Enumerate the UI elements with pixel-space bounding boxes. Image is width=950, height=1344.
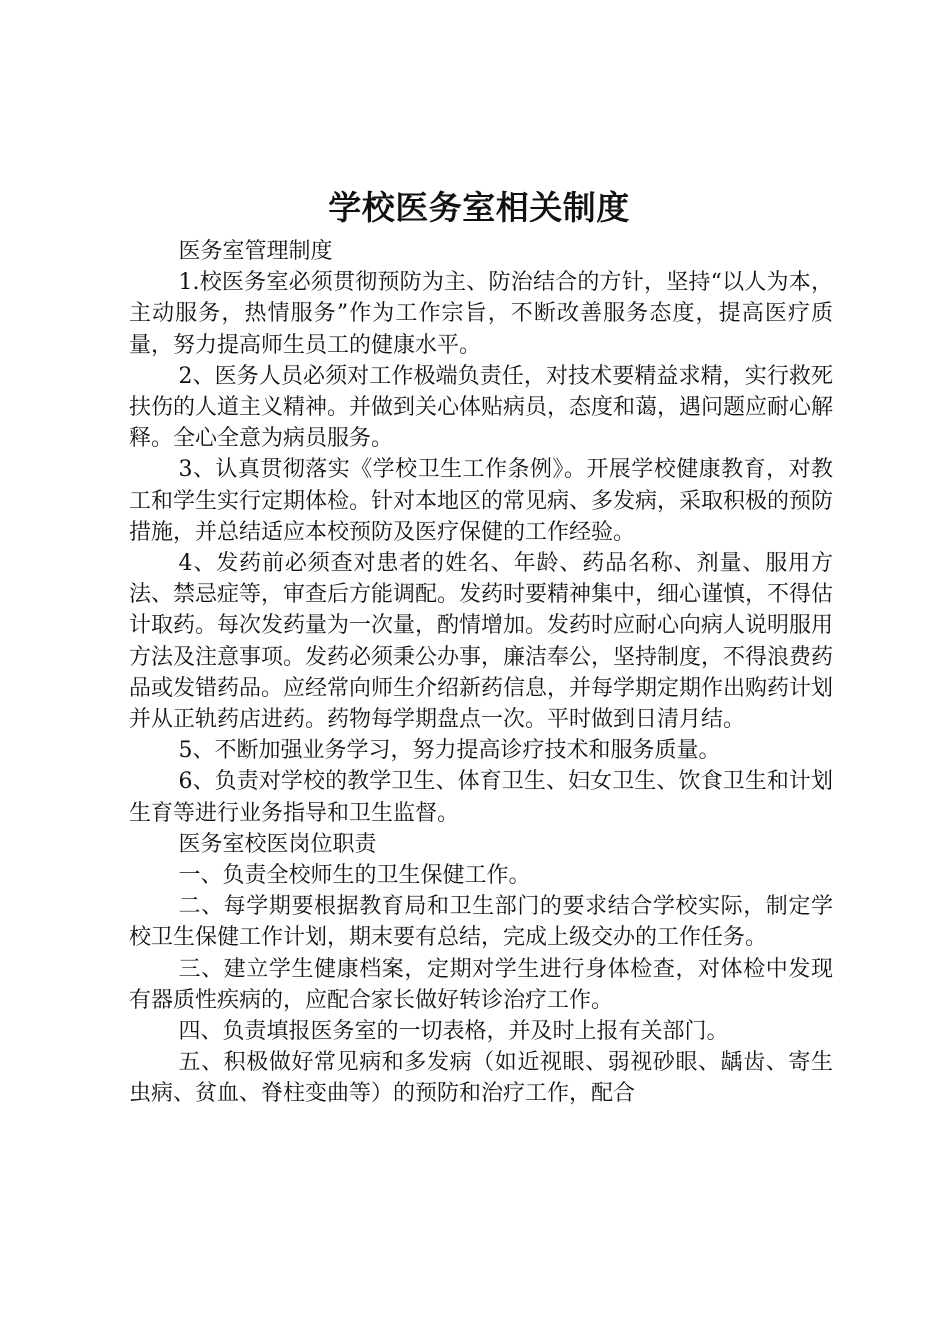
rule-paragraph-4: 4、发药前必须查对患者的姓名、年龄、药品名称、剂量、服用方法、禁忌症等，审查后方能调配。发药时要精神集中，细心谨慎，不得估计取药。每次发药量为一次量，酌情增加。发药时应耐心向病人说明服用方法及注意事项。发药必须秉公办事，廉洁奉公，坚持制度，不得浪费药品或发错药品。应经常向师生介绍新药信息，并每学期定期作出购药计划并从正轨药店进药。药物每学期盘点一次。平时做到日清月结。: [129, 551, 834, 733]
rule-paragraph-3: 3、认真贯彻落实《学校卫生工作条例》。开展学校健康教育，对教工和学生实行定期体检。针对本地区的常见病、多发病，采取积极的预防措施，并总结适应本校预防及医疗保健的工作经验。: [129, 457, 834, 545]
duty-paragraph-2: 二、每学期要根据教育局和卫生部门的要求结合学校实际，制定学校卫生保健工作计划，期末要有总结，完成上级交办的工作任务。: [129, 894, 833, 951]
section-heading-doctor-duties: 医务室校医岗位职责: [178, 831, 377, 857]
document-title: 学校医务室相关制度: [328, 188, 630, 227]
duty-paragraph-3: 三、建立学生健康档案，定期对学生进行身体检查，对体检中发现有器质性疾病的，应配合家长做好转诊治疗工作。: [129, 956, 833, 1013]
rule-paragraph-5: 5、不断加强业务学习，努力提高诊疗技术和服务质量。: [178, 738, 721, 764]
rule-paragraph-2: 2、医务人员必须对工作极端负责任，对技术要精益求精，实行救死扶伤的人道主义精神。并做到关心体贴病员，态度和蔼，遇问题应耐心解释。全心全意为病员服务。: [129, 363, 834, 452]
duty-paragraph-1: 一、负责全校师生的卫生保健工作。: [178, 863, 531, 889]
document-body: [129, 236, 833, 1110]
rule-paragraph-6: 6、负责对学校的教学卫生、体育卫生、妇女卫生、饮食卫生和计划生育等进行业务指导和卫生监督。: [129, 769, 833, 826]
rule-paragraph-1: 1.校医务室必须贯彻预防为主、防治结合的方针，坚持“以人为本，主动服务，热情服务”作为工作宗旨，不断改善服务态度，提高医疗质量，努力提高师生员工的健康水平。: [129, 270, 833, 358]
section-heading-management-rules: 医务室管理制度: [178, 239, 333, 264]
duty-paragraph-4: 四、负责填报医务室的一切表格，并及时上报有关部门。: [178, 1019, 729, 1045]
duty-paragraph-5: 五、积极做好常见病和多发病（如近视眼、弱视砂眼、龋齿、寄生虫病、贫血、脊柱变曲等）的预防和治疗工作，配合: [129, 1050, 833, 1107]
